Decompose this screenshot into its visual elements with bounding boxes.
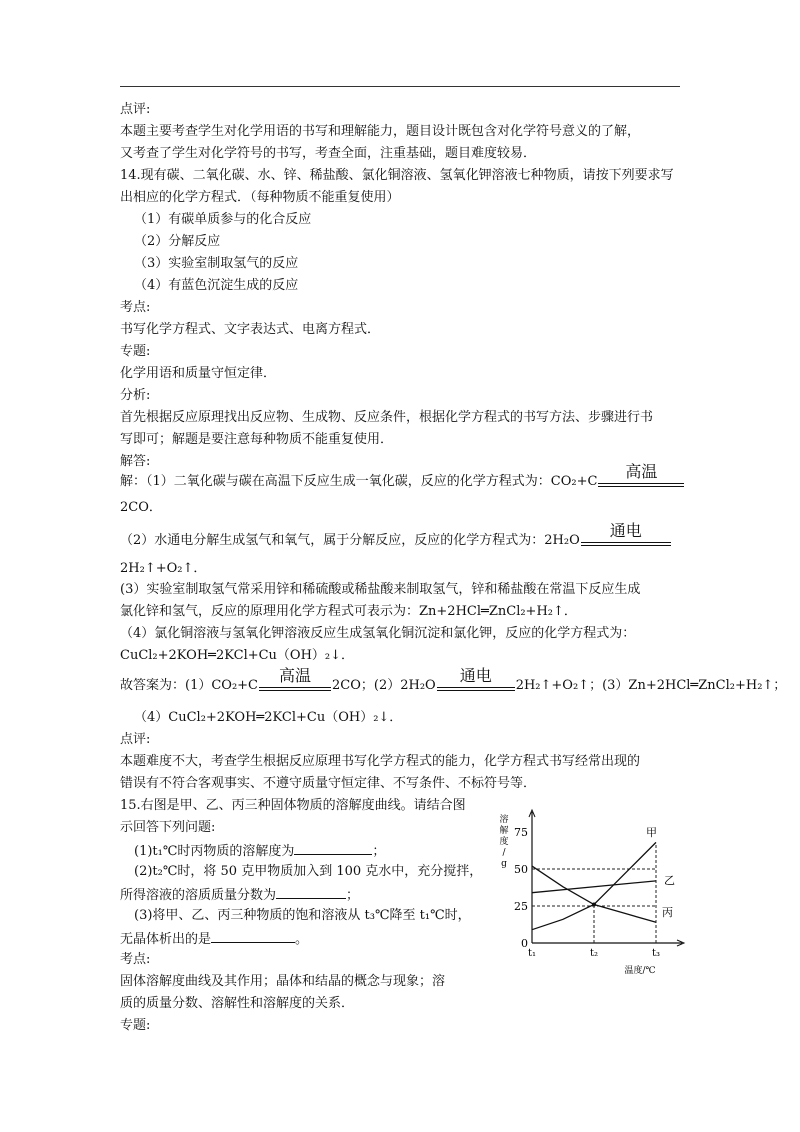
y-tick-label: 50 [514, 863, 528, 876]
y-axis-label-char: / [502, 848, 506, 858]
answer-3: (3）实验室制取氢气常采用锌和稀硫酸或稀盐酸来制取氢气，锌和稀盐酸在常温下反应生成 [120, 582, 641, 597]
y-tick-label: 0 [521, 937, 528, 950]
kaodian-label: 考点: [120, 952, 151, 967]
punct: 。 [295, 932, 309, 947]
question-15: 示回答下列问题: [120, 820, 216, 835]
q15-part1-text: (1)t₁℃时丙物质的溶解度为 [134, 844, 295, 859]
series-label: 乙 [664, 874, 675, 887]
answer-text: 解：（1）二氧化碳与碳在高温下反应生成一氧化碳，反应的化学方程式为：CO₂+C [120, 474, 598, 489]
x-tick-label: t₁ [527, 948, 537, 959]
final-answer-text: 2H₂↑+O₂↑；(3）Zn+2HCl═ZnCl₂+H₂↑； [515, 678, 787, 693]
intersection-point [592, 903, 596, 907]
final-answer [120, 666, 787, 694]
kaodian-text: 固体溶解度曲线及其作用；晶体和结晶的概念与现象；溶 [120, 974, 446, 989]
comment-label: 点评: [120, 732, 151, 747]
series-label: 丙 [662, 906, 673, 919]
series-line-丙 [532, 866, 656, 922]
sub-question: （1）有碳单质参与的化合反应 [134, 212, 312, 227]
answer-text: （2）水通电分解生成氢气和氧气，属于分解反应，反应的化学方程式为：2H₂O [120, 533, 580, 548]
jieda-label: 解答: [120, 454, 151, 469]
condition-label: 高温 [625, 462, 658, 481]
condition-label: 通电 [609, 521, 642, 540]
y-axis-label-char: 度 [499, 837, 509, 847]
answer-4: （4）氯化铜溶液与氢氧化钾溶液反应生成氢氧化铜沉淀和氯化钾，反应的化学方程式为： [120, 626, 636, 641]
kaodian-text: 书写化学方程式、文字表达式、电离方程式． [120, 322, 381, 337]
q15-part3 [120, 930, 308, 948]
y-axis-label-char: 溶 [499, 815, 509, 825]
answer-1 [120, 462, 685, 490]
fenxi-text: 首先根据反应原理找出反应物、生成物、反应条件，根据化学方程式的书写方法、步骤进行书 [120, 410, 654, 425]
q15-part2: (2)t₂℃时，将 50 克甲物质加入到 100 克水中，充分搅拌， [134, 864, 483, 879]
answer-2-product: 2H₂↑+O₂↑． [120, 561, 207, 576]
answer-blank[interactable] [211, 930, 295, 943]
final-answer-text: 故答案为：(1）CO₂+C [120, 678, 258, 693]
sub-question: （2）分解反应 [134, 234, 221, 249]
answer-3: 氯化锌和氢气，反应的原理用化学方程式可表示为：Zn+2HCl═ZnCl₂+H₂↑． [120, 604, 577, 619]
final-answer-4: （4）CuCl₂+2KOH═2KCl+Cu（OH）₂↓． [134, 710, 403, 725]
comment-text: 本题难度不大，考查学生根据反应原理书写化学方程式的能力，化学方程式书写经常出现的 [120, 754, 641, 769]
zhuanti-text: 化学用语和质量守恒定律． [120, 366, 277, 381]
y-axis-label-char: g [501, 859, 507, 869]
q15-part2 [120, 886, 359, 904]
kaodian-label: 考点: [120, 300, 151, 315]
q15-part2-text: 所得溶液的溶质质量分数为 [120, 888, 277, 903]
x-tick-label: t₂ [589, 948, 599, 959]
comment-text: 错误有不符合客观事实、不遵守质量守恒定律、不写条件、不标符号等． [120, 776, 537, 791]
y-tick-label: 25 [514, 900, 528, 913]
punct: ； [372, 844, 386, 859]
answer-2 [120, 521, 672, 549]
question-14: 出相应的化学方程式．（每种物质不能重复使用） [120, 190, 400, 205]
comment-label: 点评: [120, 102, 151, 117]
y-tick-label: 75 [514, 826, 528, 839]
fenxi-label: 分析: [120, 388, 151, 403]
comment-text: 本题主要考查学生对化学用语的书写和理解能力，题目设计既包含对化学符号意义的了解， [120, 124, 641, 139]
solubility-chart [490, 800, 690, 980]
kaodian-text: 质的质量分数、溶解性和溶解度的关系． [120, 996, 355, 1011]
final-answer-text: 2CO；(2）2H₂O [332, 678, 436, 693]
condition-high-temp [598, 462, 684, 490]
zhuanti-label: 专题: [120, 1018, 151, 1033]
condition-electrify [437, 666, 515, 694]
q15-part3-text: 无晶体析出的是 [120, 932, 212, 947]
q15-part1 [134, 842, 385, 860]
answer-1-product: 2CO． [120, 500, 162, 515]
condition-high-temp [259, 666, 331, 694]
x-axis-label: 温度/℃ [624, 966, 656, 976]
question-14: 14.现有碳、二氧化碳、水、锌、稀盐酸、氯化铜溶液、氢氧化钾溶液七种物质，请按下列要求写 [120, 168, 674, 183]
series-label: 甲 [646, 826, 657, 839]
sub-question: （4）有蓝色沉淀生成的反应 [134, 278, 299, 293]
zhuanti-label: 专题: [120, 344, 151, 359]
punct: ； [346, 888, 360, 903]
condition-label: 高温 [278, 666, 311, 685]
question-15: 15.右图是甲、乙、丙三种固体物质的溶解度曲线。请结合图 [120, 798, 466, 813]
header-rule [120, 86, 680, 87]
q15-part3: (3)将甲、乙、丙三种物质的饱和溶液从 t₃℃降至 t₁℃时， [134, 908, 471, 923]
comment-text: 又考查了学生对化学符号的书写，考查全面，注重基础，题目难度较易． [120, 146, 537, 161]
answer-blank[interactable] [294, 842, 372, 855]
sub-question: （3）实验室制取氢气的反应 [134, 256, 299, 271]
fenxi-text: 写即可；解题是要注意每种物质不能重复使用． [120, 432, 394, 447]
x-tick-label: t₃ [651, 948, 661, 959]
condition-electrify [581, 521, 671, 549]
condition-label: 通电 [459, 666, 492, 685]
answer-4: CuCl₂+2KOH═2KCl+Cu（OH）₂↓． [120, 648, 355, 663]
answer-blank[interactable] [276, 886, 346, 899]
series-line-乙 [532, 881, 656, 893]
y-axis-label-char: 解 [499, 826, 509, 836]
